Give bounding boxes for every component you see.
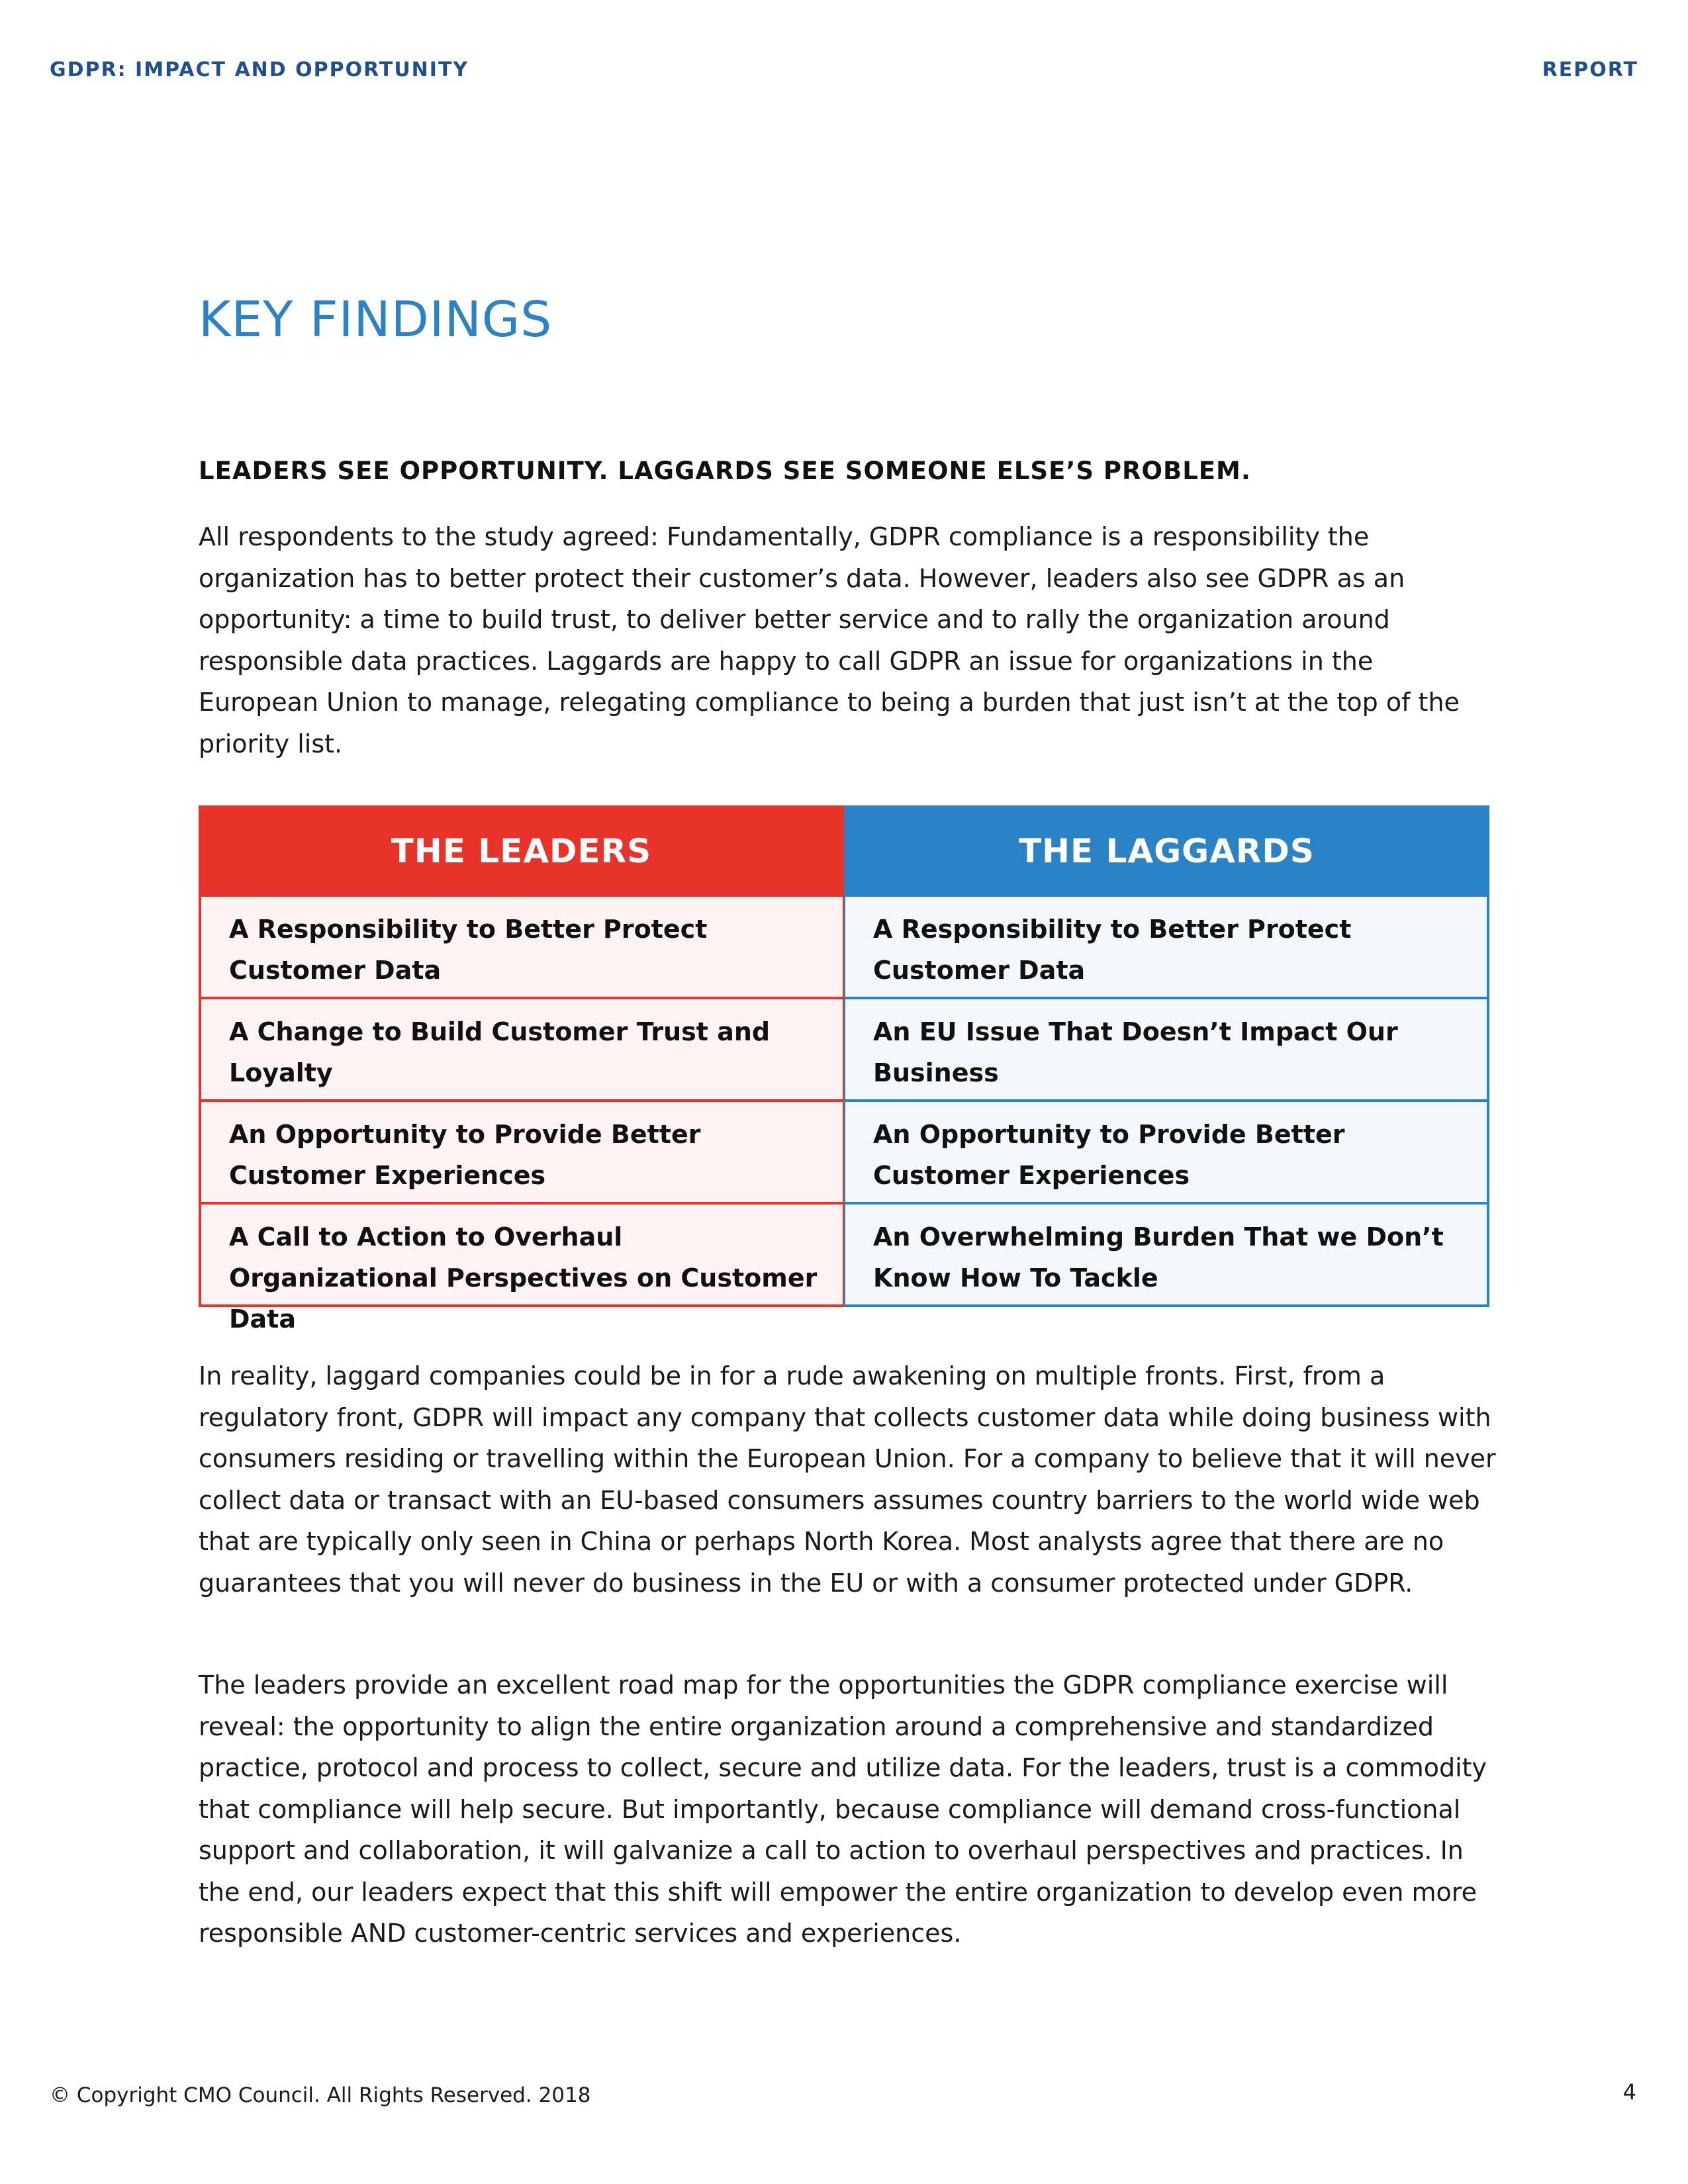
leaders-roadmap-paragraph: The leaders provide an excellent road map for the opportunities the GDPR compliance exercise will reveal: the opportunity to align the entire organization around a comprehensive and standardized practice, protocol and process to collect, secure and utilize data. For the leaders, trust is a commodity that compliance will help secure. But importantly, because compliance will demand cross-functional support and collaboration, it will galvanize a call to action to overhaul perspectives and practices. In the end, our leaders expect that this shift will empower the entire organization to develop even more responsible AND customer-centric services and experiences. bbox=[199, 1670, 1487, 1948]
leaders-vs-laggards-table bbox=[199, 805, 1489, 1334]
leaders-cell-3: An Opportunity to Provide Better Customer Experiences bbox=[199, 1102, 844, 1205]
section-heading: LEADERS SEE OPPORTUNITY. LAGGARDS SEE SOMEONE ELSE’S PROBLEM. bbox=[199, 457, 1251, 485]
laggards-cell-4: An Overwhelming Burden That we Don’t Know How To Tackle bbox=[844, 1205, 1489, 1307]
leaders-cell-2: A Change to Build Customer Trust and Loyalty bbox=[199, 999, 844, 1102]
footer-copyright: © Copyright CMO Council. All Rights Reserved. 2018 bbox=[50, 2083, 591, 2107]
page-title: KEY FINDINGS bbox=[199, 291, 553, 348]
page-number: 4 bbox=[1622, 2079, 1636, 2105]
reality-paragraph: In reality, laggard companies could be in for a rude awakening on multiple fronts. First, from a regulatory front, GDPR will impact any company that collects customer data while doing business with consumers residing or travelling within the European Union. For a company to believe that it will never collect data or transact with an EU-based consumers assumes country barriers to the world wide web that are typically only seen in China or perhaps North Korea. Most analysts agree that there are no guarantees that you will never do business in the EU or with a consumer protected under GDPR. bbox=[199, 1361, 1496, 1598]
laggards-cell-3: An Opportunity to Provide Better Customer Experiences bbox=[844, 1102, 1489, 1205]
leaders-column-header: THE LEADERS bbox=[199, 805, 844, 897]
laggards-cell-1: A Responsibility to Better Protect Customer Data bbox=[844, 897, 1489, 999]
running-header-report-label: REPORT bbox=[1542, 58, 1638, 81]
leaders-cell-1: A Responsibility to Better Protect Customer Data bbox=[199, 897, 844, 999]
laggards-cell-2: An EU Issue That Doesn’t Impact Our Business bbox=[844, 999, 1489, 1102]
leaders-cell-4: A Call to Action to Overhaul Organizational Perspectives on Customer Data bbox=[199, 1205, 844, 1307]
running-header-title: GDPR: IMPACT AND OPPORTUNITY bbox=[50, 58, 469, 81]
laggards-column-header: THE LAGGARDS bbox=[844, 805, 1489, 897]
intro-paragraph: All respondents to the study agreed: Fundamentally, GDPR compliance is a responsibility the organization has to better protect their customer’s data. However, leaders also see GDPR as an opportunity: a time to build trust, to deliver better service and to rally the organization around responsible data practices. Laggards are happy to call GDPR an issue for organizations in the European Union to manage, relegating compliance to being a burden that just isn’t at the top of the priority list. bbox=[199, 522, 1460, 758]
